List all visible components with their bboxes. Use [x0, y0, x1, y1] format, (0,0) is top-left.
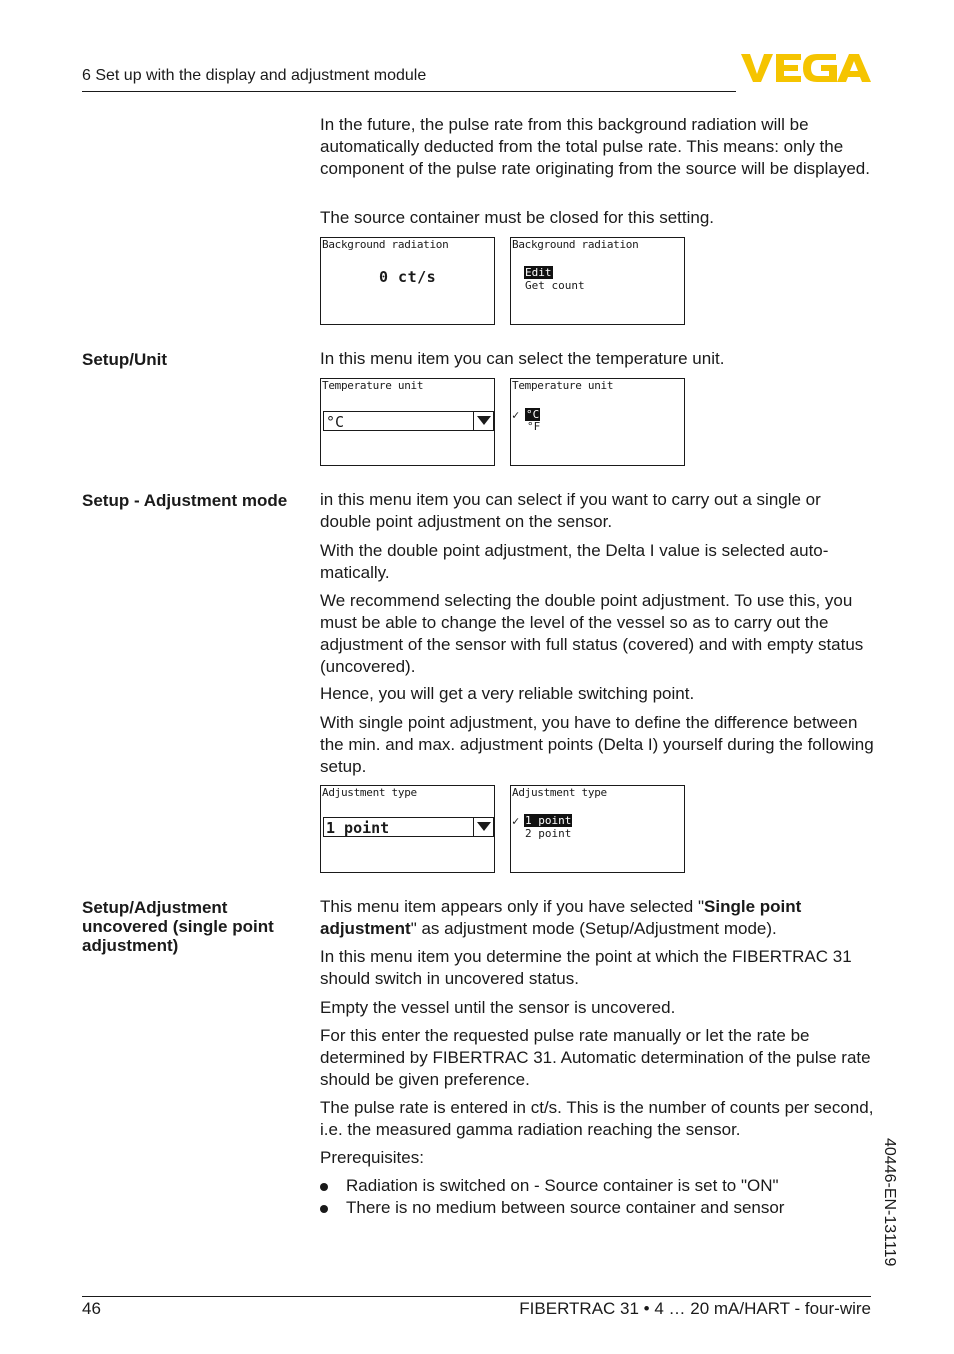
- label-adjustment-uncovered: Setup/Adjustment uncovered (single point adjustment): [82, 898, 274, 955]
- list-item-text: Radiation is switched on - Source container is set to "ON": [346, 1176, 779, 1195]
- intro-paragraph-1: In the future, the pulse rate from this background radiation will be automatically deducted from the total pulse rate. This means: only the component of the pulse rate originating from the source will be displayed.: [320, 115, 870, 178]
- label-adjustment-mode: Setup - Adjustment mode: [82, 491, 288, 510]
- bullet-icon: [320, 1205, 328, 1213]
- section-header: 6 Set up with the display and adjustment module: [82, 67, 427, 84]
- chevron-down-icon[interactable]: [473, 817, 493, 837]
- lcd-title: Temperature unit: [512, 379, 614, 392]
- lcd-title: Adjustment type: [512, 786, 607, 799]
- lcd-background-radiation-menu: [510, 237, 685, 325]
- lcd-temperature-unit-select: [320, 378, 495, 466]
- uncovered-paragraph-2: In this menu item you determine the point at which the FIBERTRAC 31 should switch in uncovered status.: [320, 947, 852, 988]
- uncovered-paragraph-3: Empty the vessel until the sensor is uncovered.: [320, 998, 676, 1017]
- lcd-title: Adjustment type: [322, 786, 417, 799]
- checkmark-icon: ✓: [512, 408, 520, 422]
- option-fahrenheit[interactable]: °F: [527, 420, 541, 433]
- lcd-title: Background radiation: [512, 238, 639, 251]
- lcd-title: Temperature unit: [322, 379, 424, 392]
- chevron-down-icon[interactable]: [473, 411, 493, 431]
- text-span: " as adjustment mode (Setup/Adjustment mode).: [410, 919, 777, 938]
- checkmark-icon: ✓: [512, 814, 520, 828]
- temperature-unit-dropdown[interactable]: [323, 411, 494, 431]
- page-number: 46: [82, 1299, 101, 1318]
- list-item-text: There is no medium between source container and sensor: [346, 1198, 785, 1217]
- uncovered-paragraph-5: The pulse rate is entered in ct/s. This is the number of counts per second, i.e. the measured gamma radiation reaching the sensor.: [320, 1098, 874, 1139]
- text-span: This menu item appears only if you have selected ": [320, 897, 705, 916]
- unit-paragraph: In this menu item you can select the temperature unit.: [320, 349, 725, 368]
- adjustment-type-dropdown[interactable]: [323, 817, 494, 837]
- bold-term: Single point adjustment: [320, 897, 802, 938]
- document-number: [878, 1138, 898, 1298]
- bullet-icon: [320, 1183, 328, 1191]
- lcd-adjustment-type-list: [510, 785, 685, 873]
- lcd-value: 0 ct/s: [379, 268, 437, 286]
- option-1-point[interactable]: 1 point: [525, 814, 572, 827]
- adjustment-paragraph-4: Hence, you will get a very reliable switching point.: [320, 684, 695, 703]
- adjustment-paragraph-3: We recommend selecting the double point adjustment. To use this, you must be able to change the level of the vessel so as to carry out the adjustment of the sensor with full status (covered) and with empty status (uncovered).: [320, 591, 864, 676]
- intro-paragraph-2: The source container must be closed for this setting.: [320, 208, 715, 227]
- lcd-option-get-count[interactable]: Get count: [525, 279, 585, 292]
- dropdown-value: °C: [326, 413, 345, 431]
- lcd-background-radiation-value: [320, 237, 495, 325]
- lcd-temperature-unit-list: [510, 378, 685, 466]
- header-rule: [82, 91, 736, 92]
- label-setup-unit: Setup/Unit: [82, 350, 167, 369]
- dropdown-value: 1 point: [326, 819, 390, 837]
- footer-rule: [82, 1296, 871, 1297]
- prerequisites-heading: Prerequisites:: [320, 1148, 424, 1167]
- lcd-option-edit[interactable]: Edit: [525, 266, 552, 279]
- option-celsius[interactable]: °C: [526, 408, 540, 421]
- vega-logo: [741, 52, 871, 84]
- lcd-adjustment-type-select: [320, 785, 495, 873]
- adjustment-paragraph-2: With the double point adjustment, the Delta I value is selected auto-matically.: [320, 541, 829, 582]
- footer-title: FIBERTRAC 31 • 4 … 20 mA/HART - four-wire: [519, 1299, 871, 1318]
- lcd-title: Background radiation: [322, 238, 449, 251]
- adjustment-paragraph-1: in this menu item you can select if you want to carry out a single or double point adjustment on the sensor.: [320, 490, 821, 531]
- option-2-point[interactable]: 2 point: [525, 827, 572, 840]
- uncovered-paragraph-4: For this enter the requested pulse rate manually or let the rate be determined by FIBERTRAC 31. Automatic determination of the pulse rate should be given preference.: [320, 1026, 871, 1089]
- document-number-text: 40446-EN-131119: [881, 1138, 898, 1267]
- uncovered-paragraph-1: [320, 896, 876, 940]
- adjustment-paragraph-5: With single point adjustment, you have to define the difference between the min. and max. adjustment points (Delta I) yourself during the following setup.: [320, 713, 874, 776]
